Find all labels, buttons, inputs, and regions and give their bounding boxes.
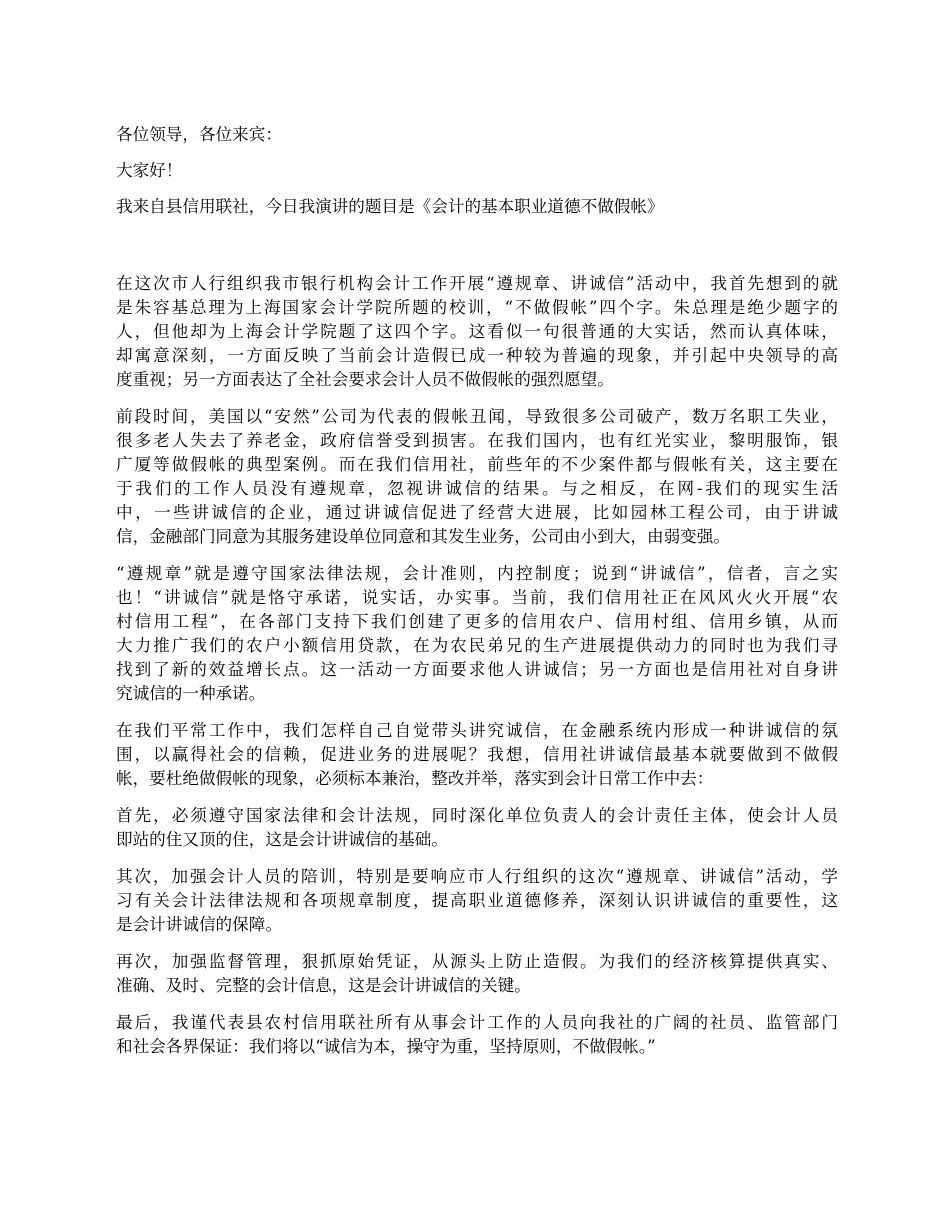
paragraph-line: 即站的住又顶的住，这是会计讲诚信的基础。 [116, 830, 448, 849]
body-paragraph [116, 562, 838, 706]
paragraph-line: 中，一些讲诚信的企业，通过讲诚信促进了经营大进展，比如园林工程公司，由于讲诚 [116, 503, 838, 522]
paragraph-line: 围，以赢得社会的信赖，促进业务的进展呢？我想，信用社讲诚信最基本就要做到不做假 [116, 745, 838, 764]
paragraph-line: 人，但他却为上海会计学院题了这四个字。这看似一句很普通的大实话，然而认真体味， [116, 322, 838, 341]
body-paragraph [116, 950, 838, 998]
paragraph-line: 却寓意深刻，一方面反映了当前会计造假已成一种较为普遍的现象，并引起中央领导的高 [116, 346, 838, 365]
paragraph-line: 在这次市人行组织我市银行机构会计工作开展“遵规章、讲诚信”活动中，我首先想到的就 [116, 274, 838, 293]
paragraph-line: 前段时间，美国以“安然”公司为代表的假帐丑闻，导致很多公司破产，数万名职工失业， [116, 407, 838, 426]
speech-body [116, 272, 838, 1059]
paragraph-line: 信，金融部门同意为其服务建设单位同意和其发生业务，公司由小到大，由弱变强。 [116, 527, 730, 546]
paragraph-line: 是会计讲诚信的保障。 [116, 915, 282, 934]
paragraph-line: 究诚信的一种承诺。 [116, 684, 266, 703]
paragraph-line: 很多老人失去了养老金，政府信誉受到损害。在我们国内，也有红光实业，黎明服饰，银 [116, 431, 838, 450]
salutation: 各位领导，各位来宾： [116, 125, 282, 144]
paragraph-line: 度重视；另一方面表达了全社会要求会计人员不做假帐的强烈愿望。 [116, 370, 614, 389]
paragraph-line: 帐，要杜绝做假帐的现象，必须标本兼治，整改并举，落实到会计日常工作中去： [116, 769, 714, 788]
paragraph-line: 再次，加强监督管理，狠抓原始凭证，从源头上防止造假。为我们的经济核算提供真实、 [116, 952, 838, 971]
body-paragraph [116, 405, 838, 549]
greeting-line: 大家好！ [116, 161, 183, 180]
body-paragraph [116, 1011, 838, 1059]
body-paragraph [116, 804, 838, 852]
paragraph-line: 于我们的工作人员没有遵规章，忽视讲诚信的结果。与之相反，在网-我们的现实生活 [116, 479, 838, 498]
paragraph-line: 首先，必须遵守国家法律和会计法规，同时深化单位负责人的会计责任主体，使会计人员 [116, 806, 838, 825]
speech-intro: 我来自县信用联社，今日我演讲的题目是《会计的基本职业道德不做假帐》 [116, 197, 664, 216]
paragraph-line: 找到了新的效益增长点。这一活动一方面要求他人讲诚信；另一方面也是信用社对自身讲 [116, 660, 838, 679]
paragraph-line: 准确、及时、完整的会计信息，这是会计讲诚信的关键。 [116, 976, 531, 995]
document-page [116, 123, 838, 1072]
paragraph-line: 是朱容基总理为上海国家会计学院所题的校训，“不做假帐”四个字。朱总理是绝少题字的 [116, 298, 838, 317]
body-paragraph [116, 719, 838, 791]
blank-gap [116, 231, 838, 272]
paragraph-line: “遵规章”就是遵守国家法律法规，会计准则，内控制度；说到“讲诚信”，信者，言之实 [116, 564, 838, 583]
body-paragraph [116, 865, 838, 937]
body-paragraph [116, 272, 838, 392]
paragraph-line: 大力推广我们的农户小额信用贷款，在为农民弟兄的生产进展提供动力的同时也为我们寻 [116, 636, 838, 655]
paragraph-line: 习有关会计法律法规和各项规章制度，提高职业道德修养，深刻认识讲诚信的重要性，这 [116, 891, 838, 910]
paragraph-line: 在我们平常工作中，我们怎样自己自觉带头讲究诚信，在金融系统内形成一种讲诚信的氛 [116, 721, 838, 740]
paragraph-line: 村信用工程”，在各部门支持下我们创建了更多的信用农户、信用村组、信用乡镇，从而 [116, 612, 838, 631]
paragraph-line: 广厦等做假帐的典型案例。而在我们信用社，前些年的不少案件都与假帐有关，这主要在 [116, 455, 838, 474]
paragraph-line: 也！“讲诚信”就是恪守承诺，说实话，办实事。当前，我们信用社正在风风火火开展“农 [116, 588, 838, 607]
paragraph-line: 和社会各界保证：我们将以“诚信为本，操守为重，坚持原则，不做假帐。” [116, 1037, 656, 1056]
paragraph-line: 最后，我谨代表县农村信用联社所有从事会计工作的人员向我社的广阔的社员、监管部门 [116, 1013, 838, 1032]
paragraph-line: 其次，加强会计人员的陪训，特别是要响应市人行组织的这次“遵规章、讲诚信”活动，学 [116, 867, 838, 886]
